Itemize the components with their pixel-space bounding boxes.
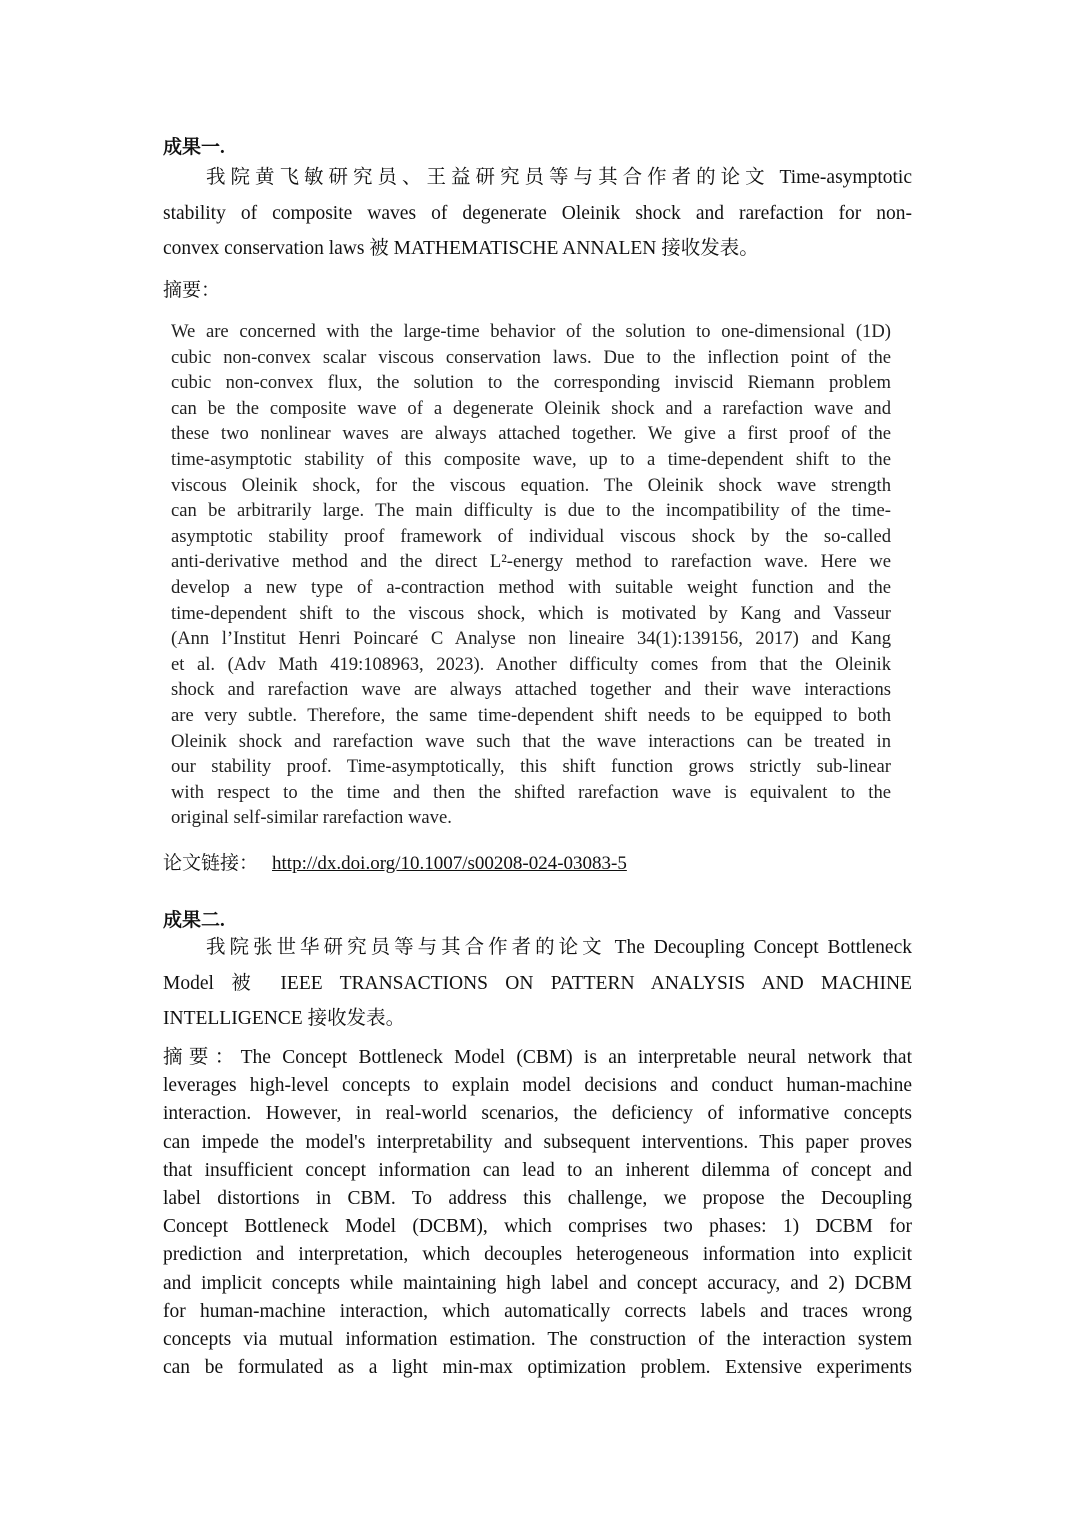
result1-intro-line: 我院黄飞敏研究员、王益研究员等与其合作者的论文 Time-asymptotic xyxy=(206,167,912,188)
abstract-line: 摘要：The Concept Bottleneck Model (CBM) is an interpretable neural network that xyxy=(163,1047,912,1068)
abstract-line: can be formulated as a light min-max optimization problem. Extensive experiments xyxy=(163,1357,912,1379)
result1-link-row xyxy=(163,848,627,875)
abstract-line: original self-similar rarefaction wave. xyxy=(171,807,452,829)
result1-intro-line: stability of composite waves of degenerate Oleinik shock and rarefaction for non- xyxy=(163,202,912,224)
result2-intro-line: 我院张世华研究员等与其合作者的论文 The Decoupling Concept Bottleneck xyxy=(206,937,912,958)
abstract-line: label distortions in CBM. To address this challenge, we propose the Decoupling xyxy=(163,1188,912,1210)
result1-abstract-label: 摘要： xyxy=(163,280,221,301)
abstract-line: prediction and interpretation, which decouples heterogeneous information into explicit xyxy=(163,1244,912,1266)
abstract-line: shock and rarefaction wave are always attached together and their wave interactions xyxy=(171,679,891,701)
abstract-line: and implicit concepts while maintaining high label and concept accuracy, and 2) DCBM xyxy=(163,1272,912,1294)
abstract-line: develop a new type of a-contraction method with suitable weight function and the xyxy=(171,576,891,598)
abstract-line: anti-derivative method and the direct L²-energy method to rarefaction wave. Here we xyxy=(171,551,891,573)
paper-link[interactable]: http://dx.doi.org/10.1007/s00208-024-03083-5 xyxy=(272,853,627,874)
abstract-line: these two nonlinear waves are always attached together. We give a first proof of the xyxy=(171,423,891,445)
result1-link-label: 论文链接： xyxy=(163,853,259,874)
result2-intro-line: INTELLIGENCE 接收发表。 xyxy=(163,1008,406,1029)
abstract-line: viscous Oleinik shock, for the viscous equation. The Oleinik shock wave strength xyxy=(171,474,891,496)
abstract-line: time-asymptotic stability of this composite wave, up to a time-dependent shift to the xyxy=(171,448,891,470)
abstract-line: leverages high-level concepts to explain model decisions and conduct human-machine xyxy=(163,1075,912,1097)
result1-abstract xyxy=(171,319,891,831)
result2-abstract xyxy=(163,1044,912,1382)
abstract-line: cubic non-convex flux, the solution to the corresponding inviscid Riemann problem xyxy=(171,372,891,394)
abstract-line: (Ann l’Institut Henri Poincaré C Analyse non lineaire 34(1):139156, 2017) and Kang xyxy=(171,628,891,650)
abstract-line: that insufficient concept information can lead to an inherent dilemma of concept and xyxy=(163,1159,912,1181)
result1-intro xyxy=(163,160,912,267)
abstract-line: Concept Bottleneck Model (DCBM), which comprises two phases: 1) DCBM for xyxy=(163,1216,912,1238)
abstract-line: interaction. However, in real-world scenarios, the deficiency of informative concepts xyxy=(163,1103,912,1125)
abstract-line: for human-machine interaction, which automatically corrects labels and traces wrong xyxy=(163,1300,912,1322)
abstract-line: cubic non-convex scalar viscous conservation laws. Due to the inflection point of the xyxy=(171,346,891,368)
result1-intro-line: convex conservation laws 被 MATHEMATISCHE ANNALEN 接收发表。 xyxy=(163,238,759,259)
abstract-line: can impede the model's interpretability and subsequent interventions. This paper proves xyxy=(163,1131,912,1153)
abstract-line: We are concerned with the large-time behavior of the solution to one-dimensional (1D) xyxy=(171,321,891,342)
result2-heading: 成果二. xyxy=(163,910,225,931)
result2-intro-line: Model 被 IEEE TRANSACTIONS ON PATTERN ANALYSIS AND MACHINE xyxy=(163,972,912,994)
result1-heading: 成果一. xyxy=(163,137,225,158)
abstract-line: et al. (Adv Math 419:108963, 2023). Another difficulty comes from that the Oleinik xyxy=(171,653,891,675)
abstract-line: Oleinik shock and rarefaction wave such that the wave interactions can be treated in xyxy=(171,730,891,752)
abstract-line: can be the composite wave of a degenerate Oleinik shock and a rarefaction wave and xyxy=(171,397,891,419)
abstract-line: our stability proof. Time-asymptotically, this shift function grows strictly sub-linear xyxy=(171,756,891,778)
abstract-line: with respect to the time and then the shifted rarefaction wave is equivalent to the xyxy=(171,781,891,803)
abstract-line: concepts via mutual information estimation. The construction of the interaction system xyxy=(163,1329,912,1351)
abstract-line: are very subtle. Therefore, the same time-dependent shift needs to be equipped to both xyxy=(171,704,891,726)
abstract-line: can be arbitrarily large. The main difficulty is due to the incompatibility of the time- xyxy=(171,500,891,522)
abstract-line: time-dependent shift to the viscous shock, which is motivated by Kang and Vasseur xyxy=(171,602,891,624)
result2-intro xyxy=(163,930,912,1037)
abstract-line: asymptotic stability proof framework of individual viscous shock by the so-called xyxy=(171,525,891,547)
